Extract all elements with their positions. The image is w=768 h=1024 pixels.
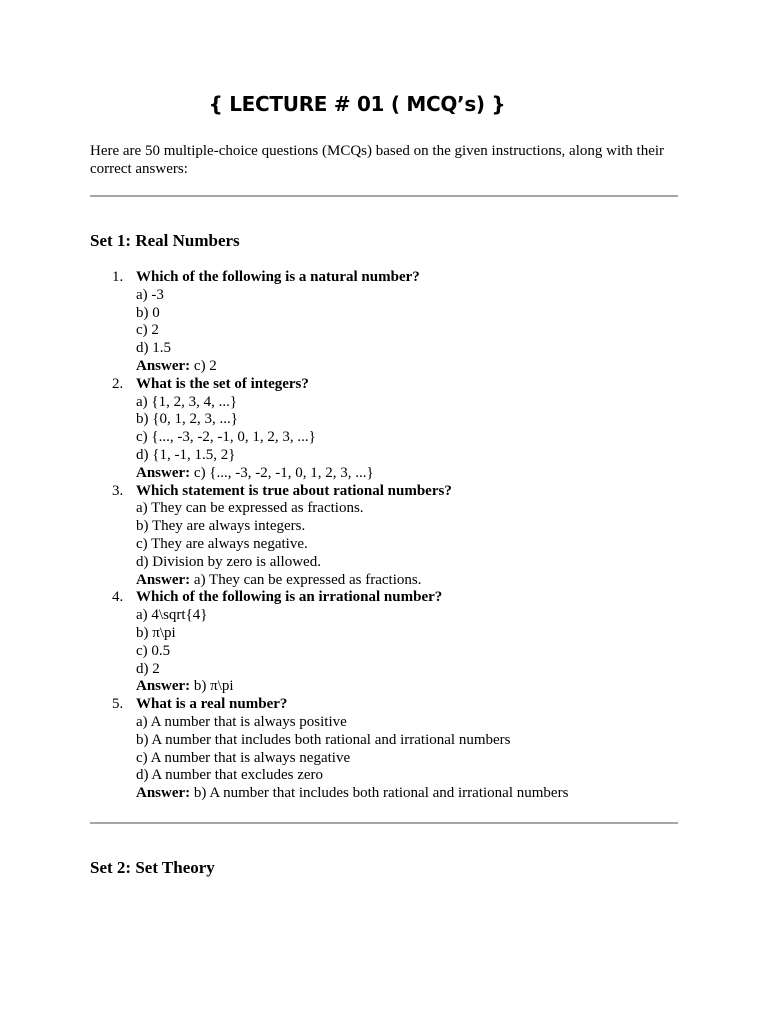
answer-value: b) π\pi [193,678,234,695]
correct-answer [136,572,568,590]
correct-answer [136,465,568,483]
question-item [0,483,568,590]
question-text: What is a real number? [136,696,288,713]
answer-option: c) {..., -3, -2, -1, 0, 1, 2, 3, ...} [136,429,316,446]
correct-answer [136,358,568,376]
question-text: What is the set of integers? [136,375,309,392]
answer-value: b) A number that includes both rational and irrational numbers [193,785,569,802]
question-number: 5. [112,696,124,713]
question-text: Which of the following is a natural number? [136,269,420,285]
answer-option: d) A number that excludes zero [136,767,324,784]
question-number: 3. [112,482,124,499]
answer-option: c) 0.5 [136,642,171,659]
answer-option: c) They are always negative. [136,535,308,552]
answer-option: b) A number that includes both rational and irrational numbers [136,731,511,748]
question-item [0,696,568,803]
question-item [0,589,568,696]
answer-option: a) They can be expressed as fractions. [136,500,364,517]
question-text: Which statement is true about rational numbers? [136,482,452,499]
answer-option: d) Division by zero is allowed. [136,553,321,570]
correct-answer [136,785,568,803]
answer-value: c) 2 [193,357,217,374]
horizontal-divider [90,822,678,824]
question-text: Which of the following is an irrational number? [136,589,443,606]
question-item [0,269,568,376]
answer-option: b) π\pi [136,624,176,641]
answer-option: b) {0, 1, 2, 3, ...} [136,411,238,428]
answer-option: a) A number that is always positive [136,713,347,730]
page-title: { LECTURE # 01 ( MCQ’s) } [208,92,506,116]
answer-option: d) 1.5 [136,340,171,357]
answer-option: b) 0 [136,304,160,321]
answer-label: Answer: [136,464,191,481]
answer-label: Answer: [136,678,191,695]
answer-option: b) They are always integers. [136,518,306,535]
question-list [0,269,568,803]
question-number: 2. [112,375,124,392]
correct-answer [136,678,568,696]
answer-value: c) {..., -3, -2, -1, 0, 1, 2, 3, ...} [193,464,374,481]
horizontal-divider [90,195,678,197]
set-heading: Set 2: Set Theory [90,858,215,877]
question-item [0,376,568,483]
answer-label: Answer: [136,785,191,802]
answer-label: Answer: [136,357,191,374]
answer-option: c) 2 [136,322,159,339]
intro-paragraph: Here are 50 multiple-choice questions (MCQs) based on the given instructions, along with their correct answers: [90,143,665,177]
answer-value: a) They can be expressed as fractions. [193,571,422,588]
question-number: 4. [112,589,124,606]
answer-option: c) A number that is always negative [136,749,351,766]
answer-option: a) {1, 2, 3, 4, ...} [136,393,238,410]
answer-option: d) 2 [136,660,160,677]
answer-label: Answer: [136,571,191,588]
set-heading: Set 1: Real Numbers [90,231,240,250]
answer-option: a) 4\sqrt{4} [136,607,208,624]
answer-option: d) {1, -1, 1.5, 2} [136,446,236,463]
question-number: 1. [112,269,124,285]
answer-option: a) -3 [136,286,164,303]
